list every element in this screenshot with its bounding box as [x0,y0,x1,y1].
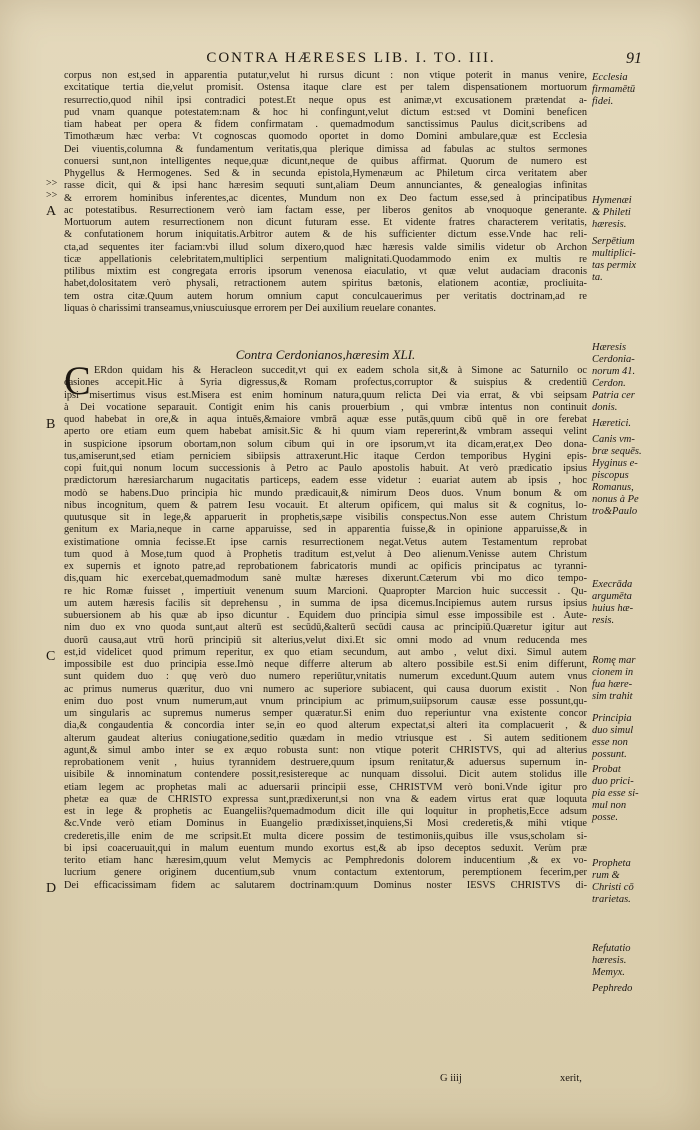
marginal-note: Hyginus e- [592,458,638,469]
text-line: Mortuorum autem resurrectionem non dicunt futuram esse. Et vidente fratres characterem veritatis, [64,217,587,228]
text-line: modò se habens.Duo principia hic mundo prædicauit,& nimirum Deos duos. Vnum bonum & om [64,487,587,499]
text-line: liquas ò charissimi transeamus,vniuscuiusque errorem per Dei auxilium reuelare conantes. [64,302,437,314]
marginal-note: fidei. [592,96,614,107]
text-line: dis,quam hic exercebat,quemadmodum sanè multæ hæreses dixerunt.Cæterum vbi mo dico tempo- [64,573,587,585]
text-line: tem ostra citæ.Quum autem horum omnium caput conculcauerimus per veritatis doctrinam,ad re [64,290,587,302]
text-line: conuersi sunt,non intelligentes neque,quæ dicunt,neque de quibus affirmat. Quorum de numero est [64,155,587,167]
marginal-note: cionem in [592,667,634,678]
text-line: um autem hæresis facilis sit deprehensu , in summa de ipsa dicemus.Incipiemus autem rursus ipsius [64,597,587,609]
quote-mark: >> [46,178,58,189]
text-line: nim duo ex vno quoda sunt,aut alterū est secūdū,&alterū secūdi causa ac principiū.Quæretur igitur aut [64,622,587,634]
text-line: pud vnam quanque potestatem:nam & hoc hi confingunt,velut dictum est:sed vt Domini beneficen [64,106,587,118]
marginal-note: Memyx. [592,967,625,978]
section-letter: B [46,417,56,432]
text-line: prædictorum hæresiarcharum nugacitatis particeps, eadem esse videtur : euariat autem ab ipsis , hoc [64,475,587,487]
text-line: ticæ appellationis celebritatem,multiplici serpentium malignitati.Quodammodo enim ex multis re [64,253,587,265]
marginal-note: trarietas. [592,894,631,905]
marginal-note: Principia [592,713,632,724]
marginal-note: & Phileti [592,207,631,218]
text-line: ptilibus mixtim est congregata erroris ipsorum venenosa eiaculatio, vt quæ velut audaciam draconis [64,266,587,277]
text-line: rasse dicit, qui & ipsi hanc hæresim sequuti sunt,aliam Deum annunciantes, & genealogias infinitas [64,180,587,192]
marginal-note: Pephredo [592,983,633,994]
marginal-note: Hæresis [592,342,627,353]
text-line: tum quod à Mose,tum quod à Prophetis traditum est,velut à Deo alienum.Venisse autem Christum [64,548,587,560]
marginal-note: Christi cō [592,882,634,893]
marginal-note: Hæretici. [592,418,631,429]
text-line: agunt,& simul ambo inter se ex æquo robusta sunt: non vtique poterit CHRISTVS, qui ad alterius [64,744,587,756]
text-line: à Dei vocatione separauit. Contigit enim his canis prouerbium , qui vmbræ intentus non continuit [64,401,587,413]
section-heading: Contra Cerdonianos,hæresim XLI. [235,347,416,362]
text-line: excitatique tertia die,velut promisit. Ostensa itaque clare est per talem dispensationem mortuorum [64,82,587,94]
text-line: alterum gaudeat alterius coniugatione,seditio quædam in medio vtriusque est . Si autem seditionem [64,732,587,744]
marginal-note: ta. [592,272,603,283]
marginal-note: Cerdonia- [592,354,635,365]
text-line: ex supernis et ignoto patre,ad reprobationem fabricatoris mundi ac opificis principatus ac tyranni- [64,561,587,572]
marginal-note: tro&Paulo [592,506,638,517]
marginal-note: Execrāda [592,579,633,590]
text-line: Timothæum hæc verba: Vt cognoscas quomodo oportet in domo Domini ambulare,quæ est Ecclesia [64,131,587,143]
marginal-note: fua hære- [592,679,633,690]
marginal-note: bræ sequēs. [592,446,642,457]
marginal-note: Romę mar [592,655,636,666]
text-line: dia,& congaudentia & concordia inter se,in eo quod alterum expectat,si alteri ita complacuerit , & [64,720,587,732]
running-title: CONTRA HÆRESES LIB. I. TO. III. [206,50,496,66]
section-2-text [64,358,587,892]
marginal-note: mul non [592,800,627,811]
text-line: etiam legem ac prophetas mali ac aduersarii principii esse, CHRISTVM verò boni.Vnde igitur pro [64,781,587,793]
signature-mark: G iiij [440,1073,462,1084]
text-line: terito etiam hanc hæresim,quum velut Memycis ac Pemphredonis dolorem inducentium ,& ex vo- [64,855,587,866]
section-letter: C [46,649,56,664]
text-line: ac primus numerus quæritur, duo vni numero ac superiore subiacent, qui causa duorum existit . Non [64,683,587,695]
marginal-note: Cerdon. [592,378,626,389]
text-line: habet,dolositatem verò physali, retractionem autem spiritus bætonis, elationem acontiæ, procliuita- [64,278,587,290]
marginal-note: Ecclesia [592,72,628,83]
text-line: quod habebat in ore,& in aqua intuēs,&maiore vmbrā aquæ esse putās,quum cibū quē in ore ferebat [64,414,587,425]
marginal-note: Canis vm- [592,434,635,445]
marginal-note: Romanus, [592,482,634,493]
marginal-note: sim trahit [592,691,633,702]
marginal-note: esse non [592,737,628,748]
text-line: impossibile est duo principia esse.Imò neque differre alterum ab altero possibile est.Si enim differunt, [64,659,587,670]
text-line: ipsi misertimus visus est.Misera est enim hominum natura,quum relicta Dei via errat, & vbi seipsam [64,389,587,401]
text-line: re hic Romæ fuisset , impertiuit venenum suum Marcioni. Quapropter Marcion huic successit . Qu- [64,585,587,597]
marginal-note: tas permix [592,260,637,271]
text-line: lucrium genere originem ducentium,sub vnum contactum extentorum, peremptionem fecerim,per [64,867,587,879]
marginal-note: Propheta [592,858,631,869]
text-line: copi fuit,qui nonum locum successionis à Petro ac Paulo apostolis habuit. At verò prædicatio ipsius [64,463,587,474]
marginal-note: duo simul [592,725,634,736]
text-line: Dei efficacissimam fidem ac salutarem doctrinam:quum Dominus noster IESVS CHRISTVS di- [64,879,587,891]
marginal-note: hæresis. [592,219,627,230]
text-line: &c.Vnde verò etiam Dominus in Euangelio prædixisset,inquiens,Si Mosi crederetis,& mihi vtique [64,818,587,830]
marginal-note: multiplici- [592,248,636,259]
text-line: cta,ad sequentes iter faciam:vbi illud solum dixero,quod hæc hæresis valde similis videtur ob Archon [64,241,587,253]
text-line: est,id videlicet quod primum reperitur, ex quo etiam secundum, aut ambo , velut dixi. Simul autem [64,646,587,658]
marginal-note: Refutatio [592,943,631,954]
section-1-text [64,70,587,315]
text-line: & confutationem horum iniquitatis.Arbitror autem & de his sufficienter dictum esse.Vnde hac reli- [64,229,587,241]
text-line: & errorem hominibus inferentes,ac dicentes, Mundum non ex Deo factum esse,sed à principatibus [64,192,587,204]
text-line: bi ipsi coaceruauit,qui in malum euentum mundo exortus est,& ab ipso deceptos seduxit. Verùm præ [64,842,587,854]
text-line: resurrectio,quod nihil ipsi contradici potest.Et neque opus est animæ,vt excusationem prætendat a- [64,94,587,106]
marginal-note: Patria cer [592,390,635,401]
text-line: corpus non est,sed in apparentia putatur,velut hi rursus dicunt : non vtique poterit in manus venire, [64,70,587,81]
text-line: reprobationem venit , huius tyrannidem destruere,quum ipsum renitatur,& aduersus supernum in- [64,757,587,768]
marginal-note: argumēta [592,591,632,602]
quote-mark: >> [46,190,58,201]
section-letter: A [46,204,57,219]
marginal-note: possunt. [592,749,627,760]
marginal-note: posse. [592,812,618,823]
text-line: subuersionem ab his quæ ab ipso dicuntur . Equidem duo principia simul esse impossibile est . Aute- [64,610,587,621]
text-line: est in lege & prophetis ac Euangeliis?quemadmodum dicit ille qui loquitur in prophetis,Ecce adsum [64,806,587,817]
text-line: tus,amiserunt,sed etiam perniciem sibiipsis attraxerunt.Hic itaque Cerdon temporibus Hygini epis- [64,450,587,462]
marginal-note: donis. [592,402,618,413]
marginal-note: pia esse si- [592,788,639,799]
marginal-note: piscopus [592,470,629,481]
page-number: 91 [626,50,642,67]
section-letter: D [46,881,57,896]
text-line: enim duo post vnum numerum,aut vnum principium ac primum,suiipsorum causæ esse possunt,qu- [64,695,587,707]
text-line: Dei viuentis,columna & fundamentum veritatis,qua plerique dimissa ad fabulas ac stultos sermones [64,143,587,155]
marginal-note: nonus à Pe [592,494,639,505]
marginal-note: firmamētū [592,84,636,95]
text-line: ERdon quidam his & Heracleon succedit,vt qui ex eadem schola sit,& à Simone ac Saturnilo oc [94,365,587,376]
text-line: in suspicione ipsorum obortam,non solum cibum qui in ore ipsorum,vt ita dicam,erat,ex Deo dona- [64,438,587,450]
text-line: crederetis,ille enim de me scripsit.Et multa dicere possim de testimoniis,quibus ille vsus,scholam si- [64,830,587,842]
text-line: quutusque sit in lege,& apparuerit in prophetis,sæpe visibilis conspectus.Non esse autem Christum [64,512,587,523]
marginal-note: duo prici- [592,776,634,787]
marginal-note: Hymenæi [592,195,632,206]
catchword: xerit, [560,1073,582,1084]
text-line: tiam habeat per opera & fidem confirmatam . quemadmodum sanctissimus Paulus dicit,scribens ad [64,119,587,130]
marginal-note: huius hæ- [592,603,634,614]
text-line: genitum ex Maria,neque in carne apparuisse, sed in apparentia fuisse,& in opinione apparuisse,& in [64,524,587,536]
text-line: existimatione omnia fecisse.Et ipse carnis resurrectionem negat.Vetus autem Testamentum reprobat [64,536,587,548]
text-line: nibus incognitum, quem & patrem Iesu vocauit. Et alterum opificem, qui malus sit & cognitus, lo- [64,499,587,511]
marginal-note: Serpētium [592,236,635,247]
drop-capital: C [64,358,91,403]
marginal-note: norum 41. [592,366,636,377]
text-line: ac potestatibus. Resurrectionem verò iam factam esse, per liberos genitos ab vnoquoque generante. [64,204,587,216]
marginal-note: hæresis. [592,955,627,966]
text-line: phetæ ea quæ de CHRISTO expressa sunt,prædixerunt,si non vna & eadem virtus erat quæ loquuta [64,793,587,805]
text-line: um singularis ac supremus numerus semper quæratur.Si enim duo reperiuntur vna existente concor [64,708,587,719]
marginal-note: rum & [592,870,620,881]
text-line: Phygellus & Hermogenes. Sed & in secunda epistola,Hymenæum ac Philetum circa veritatem aber [64,168,587,179]
text-line: uisibile & innominatum contendere possit,resistereque ac nunquam dissolui. Dicit autem stolidus ille [64,769,587,781]
text-line: aperto ore etiam eum quem habebat amisit.Sic & hi quum viam repererint,& vmbram assequi velint [64,426,587,438]
marginal-note: Probat [592,764,621,775]
text-line: casiones accepit.Hic à Syria digressus,& Romam profectus,corruptor & suispius & credentiū [64,377,587,389]
marginal-note: resis. [592,615,615,626]
text-line: duorū causa,aut vtrū horū principiū sit alterius,velut dixi.Et sic omni modo ad vnum reducenda mes [64,634,587,646]
text-line: sunt quidem duo : quę verò duo numero reperiūtur,vnitatis numerum excedunt.Quum autem vnus [64,671,587,683]
